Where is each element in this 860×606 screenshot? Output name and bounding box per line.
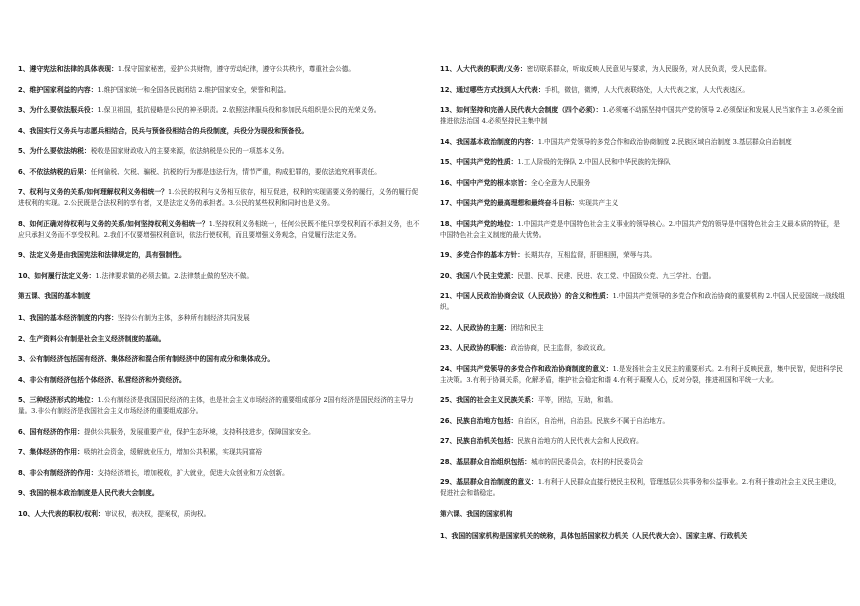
answer-text: 坚持公有制为主体，多种所有制经济共同发展	[117, 314, 250, 322]
question-text: 28、基层群众自治组织包括：	[440, 457, 532, 466]
question-text: 25、我国的社会主义民族关系：	[440, 396, 538, 404]
question-text: 5、为什么要依法纳税：	[18, 147, 91, 155]
qa-item	[440, 85, 845, 96]
qa-item	[440, 436, 845, 447]
question-text: 4、我国实行义务兵与志愿兵相结合，民兵与预备役相结合的兵役制度，兵役分为现役和预备役。	[18, 126, 309, 135]
qa-item	[440, 416, 845, 427]
answer-text: 1.必须毫不动摇坚持中国共产党的领导 2.必须保证和发展人民当家作主 3.必须全面推进依法治国 4.必须坚持民主集中制	[440, 106, 844, 125]
left-group-1	[18, 64, 423, 282]
qa-item	[18, 167, 423, 178]
qa-item	[18, 105, 423, 116]
qa-item	[440, 395, 845, 406]
answer-text: 团结和民主	[510, 323, 544, 332]
qa-item	[440, 64, 845, 75]
left-group-2	[18, 313, 423, 520]
answer-text: 吸纳社会资金，缓解就业压力，增加公共积累，实现共同富裕	[83, 448, 262, 456]
question-text: 26、民族自治地方包括：	[440, 416, 518, 425]
answer-text: 长期共存，互相监督，肝胆相照，荣辱与共。	[524, 251, 657, 259]
answer-text: 1.公有制经济是我国国民经济的主体，也是社会主义市场经济的重要组成部分 2国有经济是国民经济的主导力量。3.非公有制经济是我国社会主义市场经济的重要组成部分。	[18, 396, 414, 415]
qa-item	[18, 85, 423, 96]
question-text: 14、我国基本政治制度的内容：	[440, 137, 538, 146]
qa-item	[440, 477, 845, 499]
answer-text: 1.工人阶级的先锋队 2.中国人民和中华民族的先锋队	[517, 158, 671, 166]
answer-text: 密切联系群众，听取反映人民意见与要求，为人民服务，对人民负责，受人民监督。	[526, 65, 771, 73]
question-text: 21、中国人民政治协商会议（人民政协）的含义和性质：	[440, 292, 613, 300]
question-text: 27、民族自治机关包括：	[440, 437, 518, 445]
answer-text: 任何偷税、欠税、骗税、抗税的行为都是违法行为，情节严重，构成犯罪的，要依法追究刑事责任。	[90, 167, 381, 176]
qa-item	[18, 447, 423, 458]
question-text: 1、我国的国家机构是国家机关的统称，具体包括国家权力机关（人民代表大会）、国家主席、行政机关	[440, 531, 748, 540]
question-text: 3、公有制经济包括国有经济、集体经济和混合所有制经济中的国有成分和集体成分。	[18, 355, 275, 363]
answer-text: 税收是国家财政收入的主要来源，依法纳税是公民的一项基本义务。	[90, 147, 289, 155]
qa-item	[440, 178, 845, 189]
answer-text: 1.保卫祖国，抵抗侵略是公民的神圣职责。2.依照法律服兵役和参加民兵组织是公民的光荣义务。	[97, 106, 381, 114]
question-text: 17、中国共产党的最高理想和最终奋斗目标：	[440, 199, 579, 207]
question-text: 9、我国的根本政治制度是人民代表大会制度。	[18, 489, 159, 497]
qa-item	[18, 395, 423, 417]
qa-item	[18, 354, 423, 365]
right-group-1	[440, 64, 845, 499]
qa-item	[18, 250, 423, 261]
section-title-lesson-5: 第五课、我国的基本制度	[18, 292, 91, 300]
answer-text: 审议权，表决权，提案权，质询权。	[104, 509, 211, 518]
answer-text: 1.公民的权利与义务相互依存，相互促进，权利的实现需要义务的履行，义务的履行促进权利的实现。2.公民既是合法权利的享有者，又是法定义务的承担者。3.公民的某些权利和同时也是义务。	[18, 188, 419, 207]
answer-text: 民盟、民革、民建、民进、农工党、中国致公党、九三学社、台盟。	[517, 271, 716, 280]
qa-item	[440, 457, 845, 468]
answer-text: 1.是发扬社会主义民主的重要形式。2.有利于反映民意，集中民智，促进科学民主决策。3.有利于协调关系，化解矛盾，维护社会稳定和谐 4.有利于凝聚人心，反对分裂，推进祖国和平统一大业。	[440, 364, 843, 384]
question-text: 29、基层群众自治制度的意义：	[440, 478, 538, 486]
right-group-2	[440, 531, 845, 542]
answer-text: 提供公共服务，发展重要产业，保护生态环境，支持科技进步，保障国家安全。	[83, 427, 315, 436]
qa-item	[440, 291, 845, 313]
right-column	[440, 64, 845, 551]
question-text: 12、通过哪些方式找到人大代表：	[440, 85, 545, 94]
question-text: 24、中国共产党领导的多党合作和政治协商制度的意义：	[440, 364, 613, 373]
question-text: 22、人民政协的主题：	[440, 323, 511, 332]
answer-text: 1.中国共产党领导的多党合作和政治协商的重要机构 2.中国人民爱国统一战线组织。	[440, 292, 845, 311]
qa-item	[18, 375, 423, 386]
question-text: 18、中国共产党的地位：	[440, 219, 518, 228]
answer-text: 1.保守国家秘密，爱护公共财物，遵守劳动纪律，遵守公共秩序，尊重社会公德。	[117, 65, 355, 73]
answer-text: 1.中国共产党是中国特色社会主义事业的领导核心。2.中国共产党的领导是中国特色社会主义最本质的特征，是中国特色社会主义制度的最大优势。	[440, 219, 840, 239]
answer-text: 1.有利于人民群众直接行使民主权利，管理基层公共事务和公益事业。2.有利于推动社会主义民主建设，促进社会和谐稳定。	[440, 478, 841, 497]
qa-item	[440, 105, 845, 127]
answer-text: 支持经济增长，增加税收，扩大就业，促进大众创业和万众创新。	[97, 468, 289, 477]
answer-text: 民族自治地方的人民代表大会和人民政府。	[517, 437, 643, 445]
question-text: 23、人民政协的职能：	[440, 344, 511, 352]
qa-item	[18, 468, 423, 479]
question-text: 9、法定义务是由我国宪法和法律规定的，具有强制性。	[18, 251, 186, 259]
answer-text: 城市的居民委员会，农村的村民委员会	[531, 457, 644, 466]
qa-item	[440, 219, 845, 241]
answer-text: 自治区，自治州，自治县。民族乡不属于自治地方。	[517, 416, 670, 425]
answer-text: 1.法律要求做的必须去做。2.法律禁止做的坚决不做。	[95, 271, 254, 280]
answer-text: 全心全意为人民服务	[531, 178, 591, 187]
qa-item	[18, 488, 423, 499]
answer-text: 平等，团结，互助，和谐。	[537, 396, 617, 404]
answer-text: 1.维护国家统一和全国各民族团结 2.维护国家安全，荣誉和利益。	[97, 85, 291, 94]
qa-item	[18, 509, 423, 520]
qa-item	[18, 334, 423, 345]
question-text: 3、为什么要依法服兵役：	[18, 106, 98, 114]
answer-text: 1.坚持权利义务相统一，任何公民既不能只享受权利而不承担义务，也不应只承担义务而不享受权利。2.我们不仅要增强权利意识，依法行使权利，而且要增强义务观念，自觉履行法定义务。	[18, 219, 420, 239]
qa-item	[18, 187, 423, 209]
question-text: 8、非公有制经济的作用：	[18, 468, 98, 477]
answer-text: 手机，微信，微博，人大代表联络处，人大代表之家，人大代表选区。	[544, 85, 750, 94]
question-text: 4、非公有制经济包括个体经济、私营经济和外资经济。	[18, 375, 186, 384]
question-text: 5、三种经济形式的地位：	[18, 396, 98, 404]
question-text: 1、我国的基本经济制度的内容：	[18, 314, 118, 322]
question-text: 2、生产资料公有制是社会主义经济制度的基础。	[18, 334, 166, 343]
question-text: 10、如何履行法定义务：	[18, 271, 96, 280]
qa-item	[18, 219, 423, 241]
qa-item	[440, 323, 845, 334]
qa-item	[440, 137, 845, 148]
qa-item	[18, 126, 423, 137]
question-text: 2、维护国家利益的内容：	[18, 85, 98, 94]
qa-item	[18, 64, 423, 75]
question-text: 16、中国中产党的根本宗旨：	[440, 178, 532, 187]
answer-text: 1.中国共产党领导的多党合作和政治协商制度 2.民族区域自治制度 3.基层群众自治制度	[537, 137, 792, 146]
question-text: 19、多党合作的基本方针：	[440, 251, 525, 259]
question-text: 6、不依法纳税的后果：	[18, 167, 91, 176]
qa-item	[18, 427, 423, 438]
left-column	[18, 64, 423, 529]
question-text: 8、如何正确对待权利与义务的关系/如何坚持权利义务相统一？	[18, 219, 209, 228]
qa-item	[18, 313, 423, 324]
question-text: 7、集体经济的作用：	[18, 448, 84, 456]
question-text: 15、中国共产党的性质：	[440, 158, 518, 166]
question-text: 7、权利与义务的关系/如何理解权利义务相统一？	[18, 188, 168, 196]
qa-item	[440, 343, 845, 354]
answer-text: 实现共产主义	[578, 199, 619, 207]
question-text: 6、国有经济的作用：	[18, 427, 84, 436]
qa-item	[440, 157, 845, 168]
qa-item	[440, 250, 845, 261]
qa-item	[440, 271, 845, 282]
qa-item	[440, 198, 845, 209]
qa-item	[18, 271, 423, 282]
qa-item	[440, 531, 845, 542]
section-title-lesson-6: 第六课、我国的国家机构	[440, 509, 513, 518]
question-text: 20、我国八个民主党派：	[440, 271, 518, 280]
answer-text: 政治协商，民主监督，参政议政。	[510, 344, 610, 352]
question-text: 11、人大代表的职责/义务：	[440, 65, 527, 73]
question-text: 10、人大代表的职权/权利：	[18, 509, 105, 518]
question-text: 1、遵守宪法和法律的具体表现：	[18, 65, 118, 73]
question-text: 13、如何坚持和完善人民代表大会制度（四个必须）：	[440, 106, 603, 114]
qa-item	[18, 146, 423, 157]
qa-item	[440, 364, 845, 386]
